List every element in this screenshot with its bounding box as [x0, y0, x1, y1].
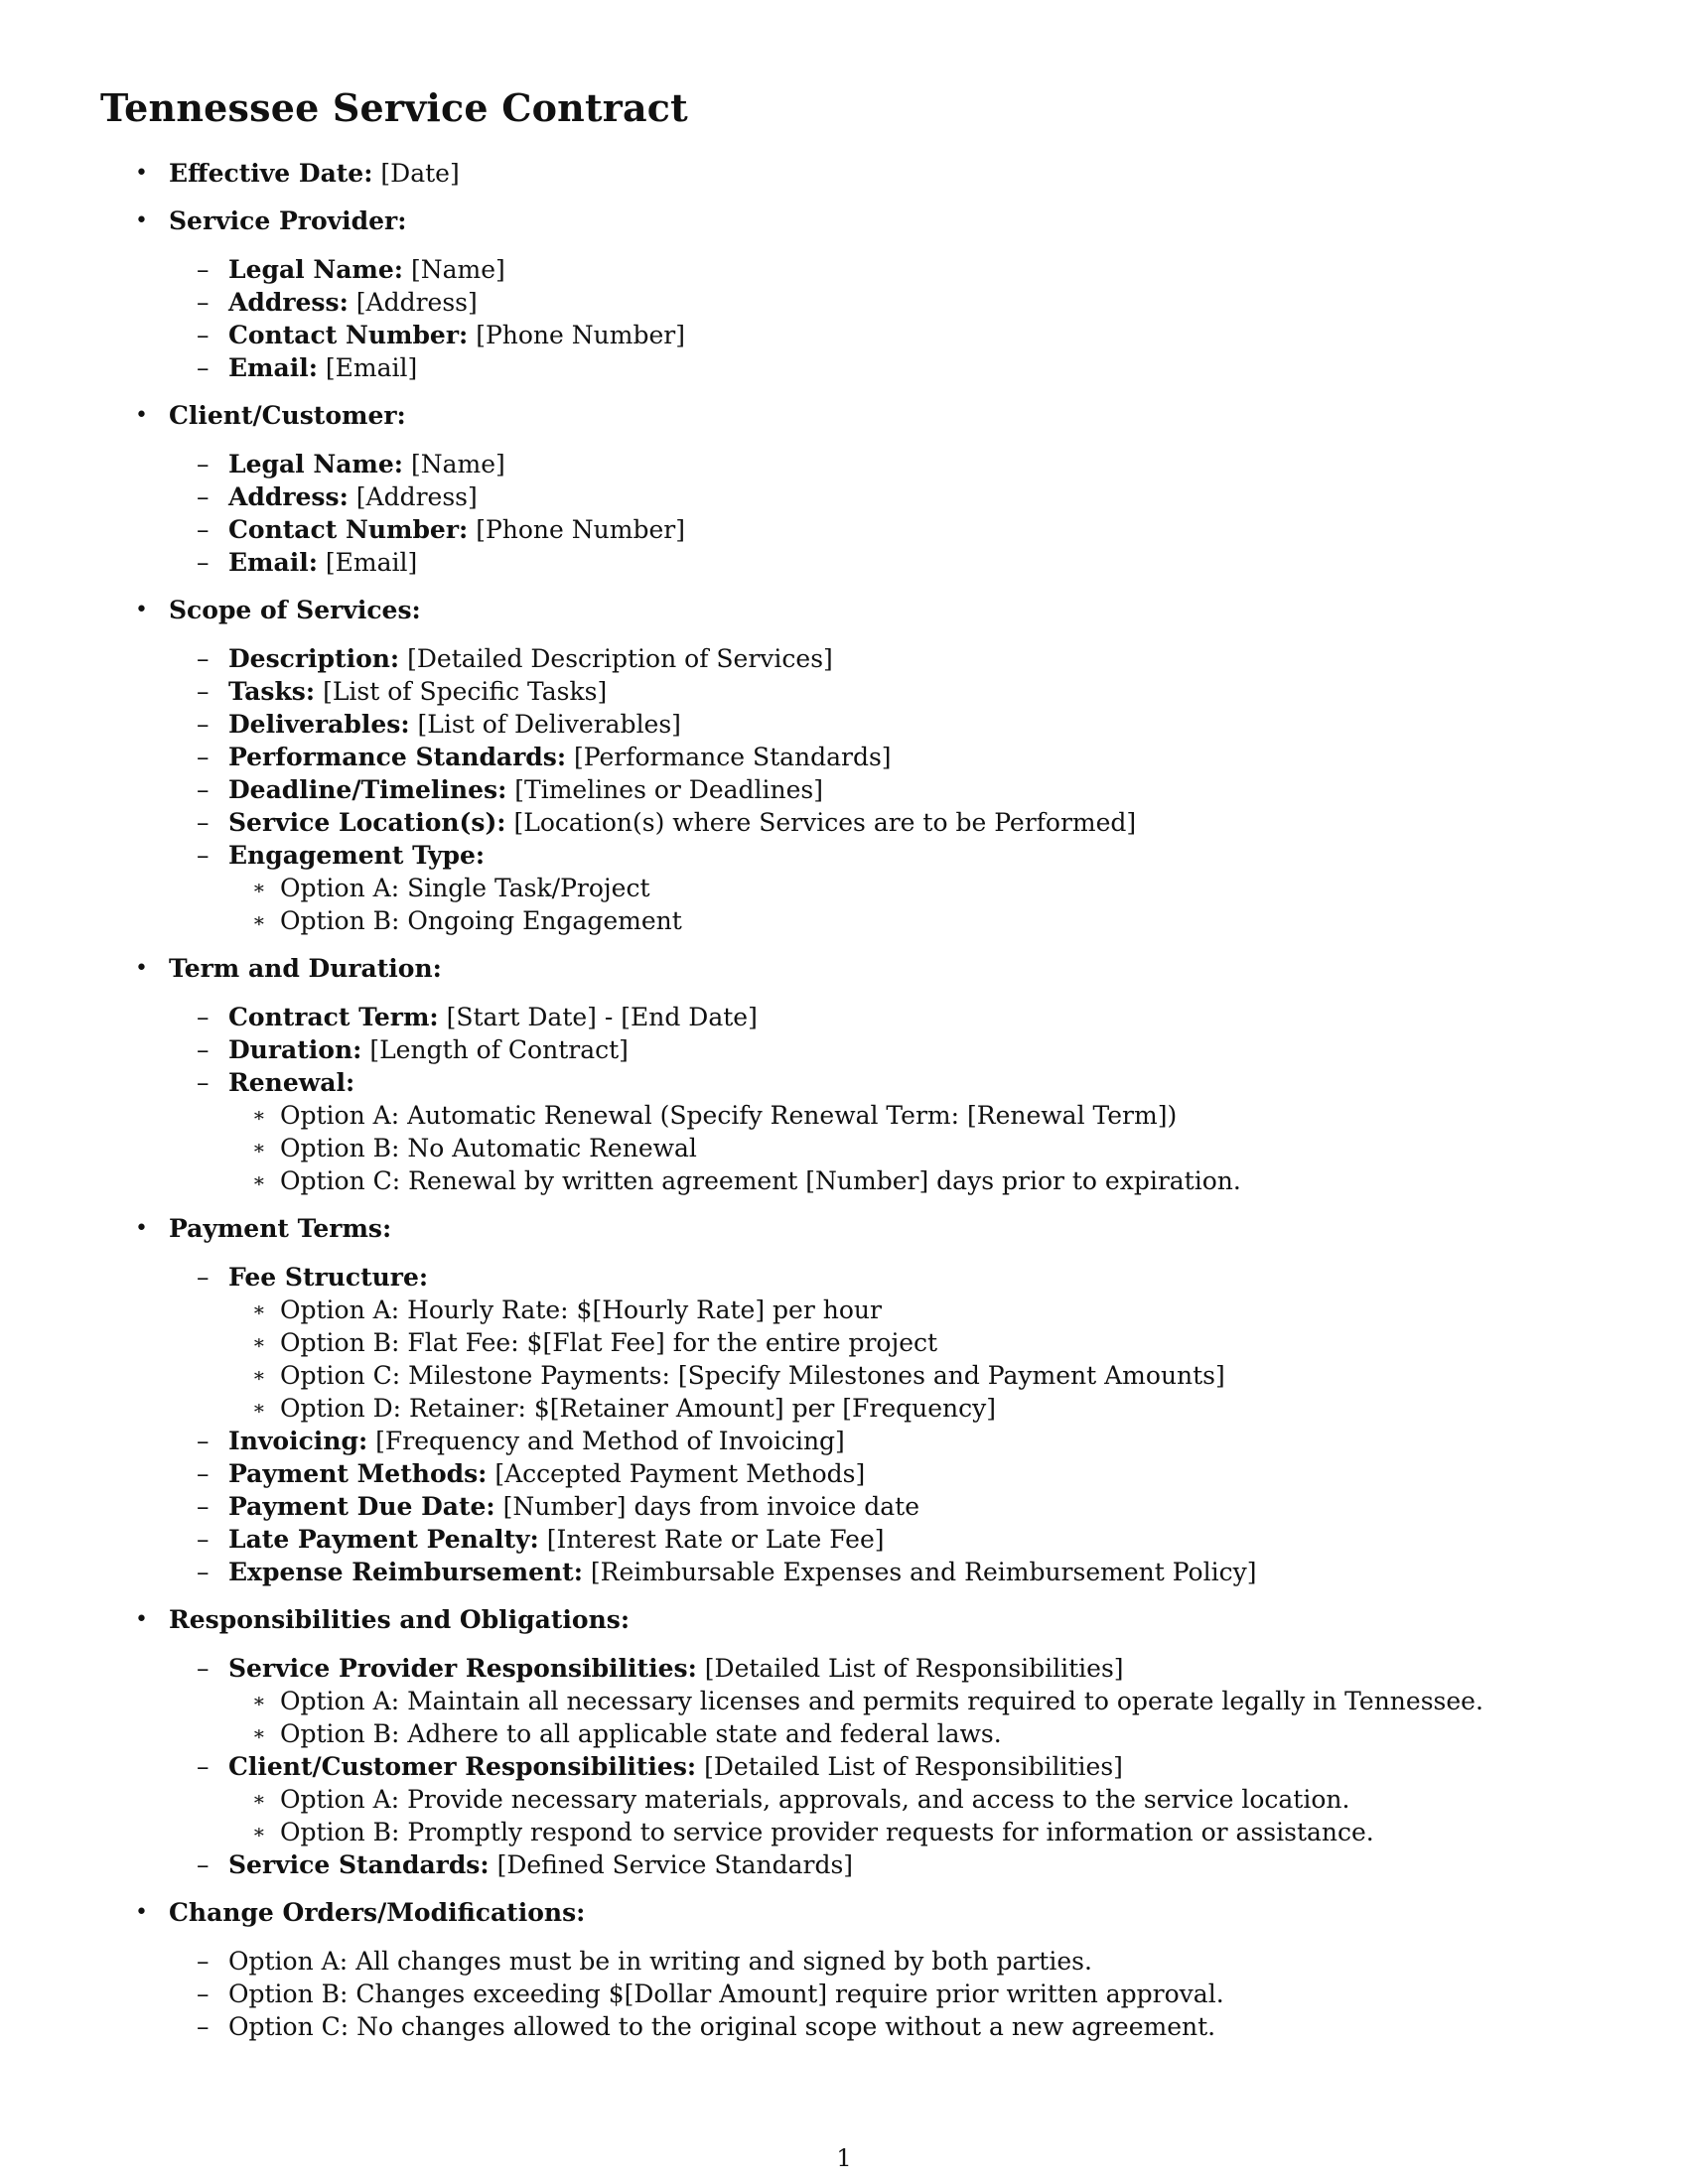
dash-marker: – — [197, 2012, 210, 2041]
item-value: [Start Date] - [End Date] — [446, 1003, 758, 1031]
dash-marker: – — [197, 775, 210, 804]
list-item — [0, 253, 1688, 286]
section-label: Service Provider: — [169, 206, 407, 235]
list-item — [0, 448, 1688, 480]
option-item — [0, 1816, 1688, 1848]
list-item — [0, 546, 1688, 579]
item-value: [Address] — [355, 482, 478, 511]
list-item — [0, 1945, 1688, 1978]
dash-marker: – — [197, 515, 210, 544]
section-heading — [0, 952, 1688, 985]
dash-marker: – — [197, 1427, 210, 1455]
list-item — [0, 1001, 1688, 1033]
dash-marker: – — [197, 808, 210, 837]
dash-marker: – — [197, 1654, 210, 1683]
section-label: Change Orders/Modifications: — [169, 1898, 586, 1927]
dash-marker: – — [197, 1525, 210, 1554]
contract-section — [0, 1212, 1688, 1588]
contract-section — [0, 205, 1688, 384]
item-value: [Interest Rate or Late Fee] — [546, 1525, 885, 1554]
section-label: Scope of Services: — [169, 596, 421, 624]
section-items — [0, 1001, 1688, 1197]
section-heading — [0, 1896, 1688, 1929]
contract-section — [0, 399, 1688, 579]
section-value: [Date] — [380, 159, 460, 188]
asterisk-marker: ∗ — [252, 876, 266, 899]
page-title: Tennessee Service Contract — [100, 85, 688, 130]
option-text: Option C: Renewal by written agreement [Number] days prior to expiration. — [280, 1166, 1241, 1195]
dash-marker: – — [197, 353, 210, 382]
item-label: Contact Number: — [228, 515, 469, 544]
asterisk-marker: ∗ — [252, 1363, 266, 1387]
item-value: [Detailed List of Responsibilities] — [704, 1654, 1124, 1683]
dash-marker: – — [197, 677, 210, 706]
dash-marker: – — [197, 1492, 210, 1521]
asterisk-marker: ∗ — [252, 1330, 266, 1354]
list-item — [0, 1652, 1688, 1685]
list-item — [0, 773, 1688, 806]
contract-section — [0, 157, 1688, 190]
dash-marker: – — [197, 321, 210, 349]
section-heading — [0, 205, 1688, 237]
section-items — [0, 1652, 1688, 1881]
list-item — [0, 1457, 1688, 1490]
item-label: Contract Term: — [228, 1003, 439, 1031]
item-label: Expense Reimbursement: — [228, 1558, 583, 1586]
dash-marker: – — [197, 450, 210, 478]
option-text: Option A: Provide necessary materials, approvals, and access to the service location. — [280, 1785, 1350, 1814]
section-items — [0, 642, 1688, 937]
bullet-marker: • — [135, 1216, 148, 1241]
dash-marker: – — [197, 1752, 210, 1781]
section-label: Client/Customer: — [169, 401, 406, 430]
section-heading — [0, 1603, 1688, 1636]
dash-marker: – — [197, 548, 210, 577]
item-value: [Defined Service Standards] — [496, 1850, 854, 1879]
item-value: [Number] days from invoice date — [502, 1492, 919, 1521]
item-value: Option B: Changes exceeding $[Dollar Amount] require prior written approval. — [228, 1979, 1224, 2008]
section-heading — [0, 594, 1688, 626]
list-item — [0, 1848, 1688, 1881]
item-label: Payment Due Date: — [228, 1492, 495, 1521]
item-label: Fee Structure: — [228, 1263, 429, 1292]
item-label: Legal Name: — [228, 450, 404, 478]
section-label: Term and Duration: — [169, 954, 442, 983]
dash-marker: – — [197, 1979, 210, 2008]
option-item — [0, 1132, 1688, 1164]
section-label: Effective Date: — [169, 159, 373, 188]
item-label: Description: — [228, 644, 400, 673]
item-value: [Detailed Description of Services] — [407, 644, 833, 673]
dash-marker: – — [197, 841, 210, 870]
item-value: [Name] — [410, 255, 505, 284]
option-text: Option A: Maintain all necessary licenses and permits required to operate legally in Tennessee. — [280, 1687, 1483, 1715]
item-value: Option C: No changes allowed to the original scope without a new agreement. — [228, 2012, 1216, 2041]
option-item — [0, 1326, 1688, 1359]
option-item — [0, 1685, 1688, 1717]
section-label: Payment Terms: — [169, 1214, 392, 1243]
list-item — [0, 1066, 1688, 1099]
asterisk-marker: ∗ — [252, 1297, 266, 1321]
dash-marker: – — [197, 1459, 210, 1488]
contract-section — [0, 952, 1688, 1197]
bullet-marker: • — [135, 208, 148, 233]
asterisk-marker: ∗ — [252, 1136, 266, 1160]
item-value: [Detailed List of Responsibilities] — [704, 1752, 1123, 1781]
option-item — [0, 872, 1688, 904]
option-text: Option A: Single Task/Project — [280, 874, 650, 902]
section-items — [0, 448, 1688, 579]
item-label: Email: — [228, 353, 318, 382]
item-label: Duration: — [228, 1035, 362, 1064]
option-text: Option A: Automatic Renewal (Specify Renewal Term: [Renewal Term]) — [280, 1101, 1178, 1130]
item-value: [Location(s) where Services are to be Performed] — [513, 808, 1137, 837]
item-label: Service Provider Responsibilities: — [228, 1654, 697, 1683]
page-number: 1 — [836, 2144, 852, 2172]
item-label: Address: — [228, 482, 349, 511]
item-value: [Name] — [410, 450, 505, 478]
asterisk-marker: ∗ — [252, 1721, 266, 1745]
dash-marker: – — [197, 710, 210, 739]
item-value: [Accepted Payment Methods] — [494, 1459, 866, 1488]
item-value: [Phone Number] — [476, 515, 685, 544]
item-label: Address: — [228, 288, 349, 317]
item-value: [Address] — [355, 288, 478, 317]
list-item — [0, 675, 1688, 708]
list-item — [0, 1978, 1688, 2010]
asterisk-marker: ∗ — [252, 1787, 266, 1811]
dash-marker: – — [197, 482, 210, 511]
dash-marker: – — [197, 743, 210, 771]
item-label: Client/Customer Responsibilities: — [228, 1752, 697, 1781]
section-label: Responsibilities and Obligations: — [169, 1605, 631, 1634]
dash-marker: – — [197, 255, 210, 284]
bullet-marker: • — [135, 1607, 148, 1632]
item-value: [Performance Standards] — [574, 743, 892, 771]
bullet-marker: • — [135, 403, 148, 428]
option-text: Option D: Retainer: $[Retainer Amount] per [Frequency] — [280, 1394, 997, 1423]
item-label: Renewal: — [228, 1068, 355, 1097]
asterisk-marker: ∗ — [252, 1168, 266, 1192]
dash-marker: – — [197, 1558, 210, 1586]
item-value: [Phone Number] — [476, 321, 685, 349]
list-item — [0, 513, 1688, 546]
option-item — [0, 1392, 1688, 1425]
asterisk-marker: ∗ — [252, 1689, 266, 1712]
dash-marker: – — [197, 644, 210, 673]
contract-section — [0, 1603, 1688, 1881]
dash-marker: – — [197, 1850, 210, 1879]
item-label: Late Payment Penalty: — [228, 1525, 539, 1554]
item-value: Option A: All changes must be in writing and signed by both parties. — [228, 1947, 1092, 1976]
item-value: [Email] — [325, 548, 418, 577]
item-value: [Reimbursable Expenses and Reimbursement Policy] — [590, 1558, 1257, 1586]
contract-section — [0, 594, 1688, 937]
section-items — [0, 1945, 1688, 2043]
list-item — [0, 1490, 1688, 1523]
list-item — [0, 1523, 1688, 1556]
list-item — [0, 1033, 1688, 1066]
contract-section — [0, 1896, 1688, 2043]
option-text: Option B: Promptly respond to service provider requests for information or assistance. — [280, 1818, 1374, 1846]
item-label: Deliverables: — [228, 710, 410, 739]
item-label: Deadline/Timelines: — [228, 775, 507, 804]
list-item — [0, 1425, 1688, 1457]
section-heading — [0, 157, 1688, 190]
asterisk-marker: ∗ — [252, 1396, 266, 1420]
option-text: Option C: Milestone Payments: [Specify Milestones and Payment Amounts] — [280, 1361, 1225, 1390]
item-value: [Email] — [325, 353, 418, 382]
item-label: Engagement Type: — [228, 841, 486, 870]
item-label: Contact Number: — [228, 321, 469, 349]
asterisk-marker: ∗ — [252, 1103, 266, 1127]
bullet-marker: • — [135, 598, 148, 622]
list-item — [0, 319, 1688, 351]
option-text: Option A: Hourly Rate: $[Hourly Rate] per hour — [280, 1296, 882, 1324]
section-heading — [0, 399, 1688, 432]
list-item — [0, 839, 1688, 872]
option-item — [0, 1164, 1688, 1197]
list-item — [0, 2010, 1688, 2043]
option-item — [0, 1099, 1688, 1132]
dash-marker: – — [197, 1035, 210, 1064]
list-item — [0, 708, 1688, 741]
dash-marker: – — [197, 1003, 210, 1031]
item-value: [Frequency and Method of Invoicing] — [375, 1427, 845, 1455]
option-item — [0, 1359, 1688, 1392]
list-item — [0, 741, 1688, 773]
bullet-marker: • — [135, 1900, 148, 1925]
list-item — [0, 1556, 1688, 1588]
item-label: Invoicing: — [228, 1427, 368, 1455]
item-value: [Timelines or Deadlines] — [514, 775, 824, 804]
item-value: [List of Specific Tasks] — [323, 677, 608, 706]
dash-marker: – — [197, 288, 210, 317]
list-item — [0, 351, 1688, 384]
item-value: [Length of Contract] — [369, 1035, 629, 1064]
item-value: [List of Deliverables] — [417, 710, 681, 739]
list-item — [0, 480, 1688, 513]
option-item — [0, 904, 1688, 937]
list-item — [0, 806, 1688, 839]
dash-marker: – — [197, 1947, 210, 1976]
dash-marker: – — [197, 1263, 210, 1292]
item-label: Email: — [228, 548, 318, 577]
contract-body — [0, 157, 1688, 2058]
option-item — [0, 1717, 1688, 1750]
dash-marker: – — [197, 1068, 210, 1097]
item-label: Legal Name: — [228, 255, 404, 284]
section-heading — [0, 1212, 1688, 1245]
list-item — [0, 642, 1688, 675]
item-label: Service Standards: — [228, 1850, 490, 1879]
item-label: Tasks: — [228, 677, 316, 706]
option-item — [0, 1294, 1688, 1326]
option-item — [0, 1783, 1688, 1816]
item-label: Performance Standards: — [228, 743, 567, 771]
item-label: Service Location(s): — [228, 808, 506, 837]
option-text: Option B: Flat Fee: $[Flat Fee] for the entire project — [280, 1328, 938, 1357]
list-item — [0, 1261, 1688, 1294]
list-item — [0, 1750, 1688, 1783]
asterisk-marker: ∗ — [252, 908, 266, 932]
section-items — [0, 1261, 1688, 1588]
bullet-marker: • — [135, 161, 148, 186]
option-text: Option B: Adhere to all applicable state and federal laws. — [280, 1719, 1002, 1748]
item-label: Payment Methods: — [228, 1459, 488, 1488]
section-items — [0, 253, 1688, 384]
option-text: Option B: Ongoing Engagement — [280, 906, 682, 935]
list-item — [0, 286, 1688, 319]
asterisk-marker: ∗ — [252, 1820, 266, 1843]
option-text: Option B: No Automatic Renewal — [280, 1134, 697, 1162]
bullet-marker: • — [135, 956, 148, 981]
